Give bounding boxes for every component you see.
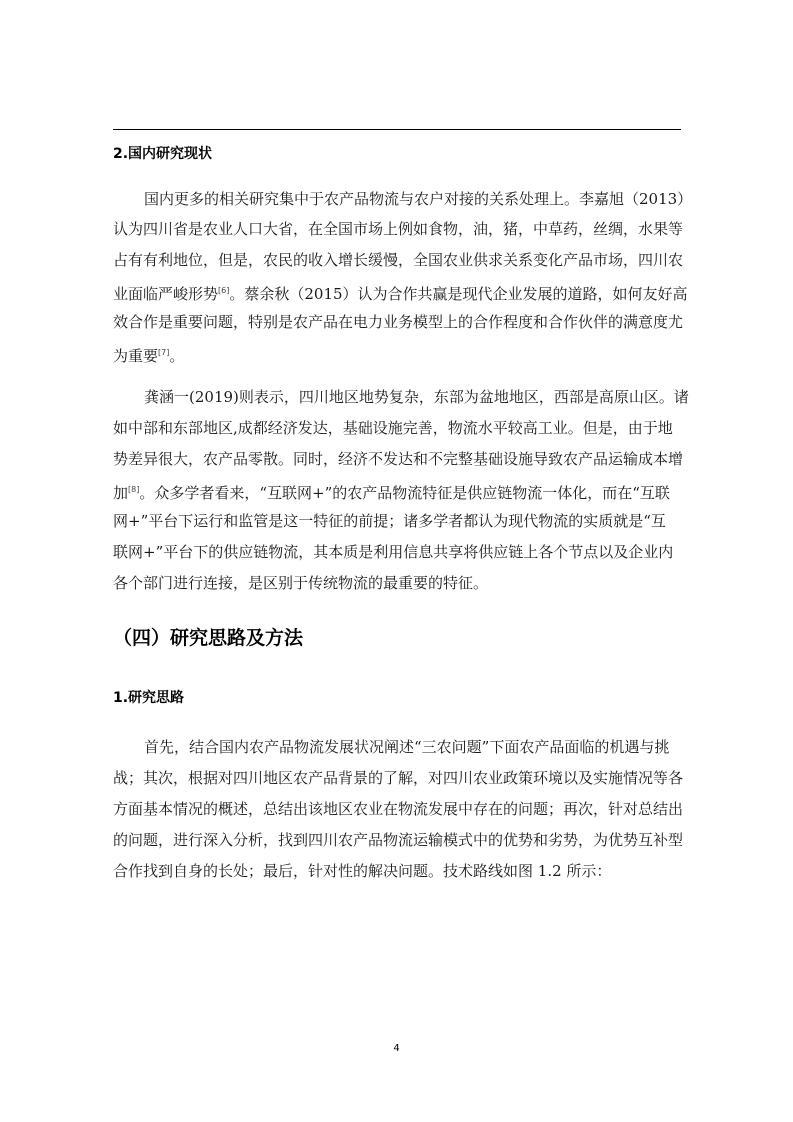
text-line: 首先，结合国内农产品物流发展状况阐述“三农问题”下面农产品面临的机遇与挑 xyxy=(144,738,670,756)
text-line: 方面基本情况的概述，总结出该地区农业在物流发展中存在的问题；再次，针对总结出 xyxy=(113,800,684,818)
text-run: 。 xyxy=(169,347,185,365)
text-run: 为重要 xyxy=(113,347,159,365)
text-line: 联网+”平台下的供应链物流，其本质是利用信息共享将供应链上各个节点以及企业内 xyxy=(113,543,674,561)
text-run: 。蔡余秋（2015）认为合作共赢是现代企业发展的道路，如何友好高 xyxy=(229,285,688,303)
text-line: 合作找到自身的长处；最后，针对性的解决问题。技术路线如图 1.2 所示： xyxy=(113,862,612,880)
text-line: 战；其次，根据对四川地区农产品背景的了解，对四川农业政策环境以及实施情况等各 xyxy=(113,769,684,787)
text-line xyxy=(113,281,688,304)
text-run: 。众多学者看来，“互联网+”的农产品物流特征是供应链物流一体化，而在“互联 xyxy=(139,484,670,502)
text-line: 效合作是重要问题，特别是农产品在电力业务模型上的合作程度和合作伙伴的满意度尤 xyxy=(113,313,684,331)
text-line: 势差异很大，农产品零散。同时，经济不发达和不完整基础设施导致农产品运输成本增 xyxy=(113,450,684,468)
text-run: 加 xyxy=(113,484,129,502)
page-number: 4 xyxy=(393,1043,400,1054)
citation-6: [6] xyxy=(218,286,230,295)
heading-research-ideas: 1.研究思路 xyxy=(113,690,185,706)
text-line: 占有有利地位，但是，农民的收入增长缓慢，全国农业供求关系变化产品市场，四川农 xyxy=(113,251,684,269)
text-line: 的问题，进行深入分析，找到四川农产品物流运输模式中的优势和劣势，为优势互补型 xyxy=(113,831,684,849)
text-line: 如中部和东部地区,成都经济发达，基础设施完善，物流水平较高工业。但是，由于地 xyxy=(113,419,673,437)
text-line: 网+”平台下运行和监管是这一特征的前提；诸多学者都认为现代物流的实质就是“互 xyxy=(113,512,666,530)
heading-domestic-research: 2.国内研究现状 xyxy=(113,146,213,162)
text-line xyxy=(113,480,670,503)
section-heading-research-approach: （四）研究思路及方法 xyxy=(113,627,304,649)
text-line: 各个部门进行连接，是区别于传统物流的最重要的特征。 xyxy=(113,574,489,592)
text-line xyxy=(113,343,184,366)
text-line: 国内更多的相关研究集中于农产品物流与农户对接的关系处理上。李嘉旭（2013） xyxy=(144,190,693,208)
text-line: 龚涵一(2019)则表示，四川地区地势复杂，东部为盆地地区，西部是高原山区。诸 xyxy=(144,388,689,406)
citation-7: [7] xyxy=(158,348,170,357)
text-run: 业面临严峻形势 xyxy=(113,285,219,303)
header-rule xyxy=(113,129,681,130)
citation-8: [8] xyxy=(128,485,140,494)
text-line: 认为四川省是农业人口大省，在全国市场上例如食物，油，猪，中草药，丝绸，水果等 xyxy=(113,220,684,238)
